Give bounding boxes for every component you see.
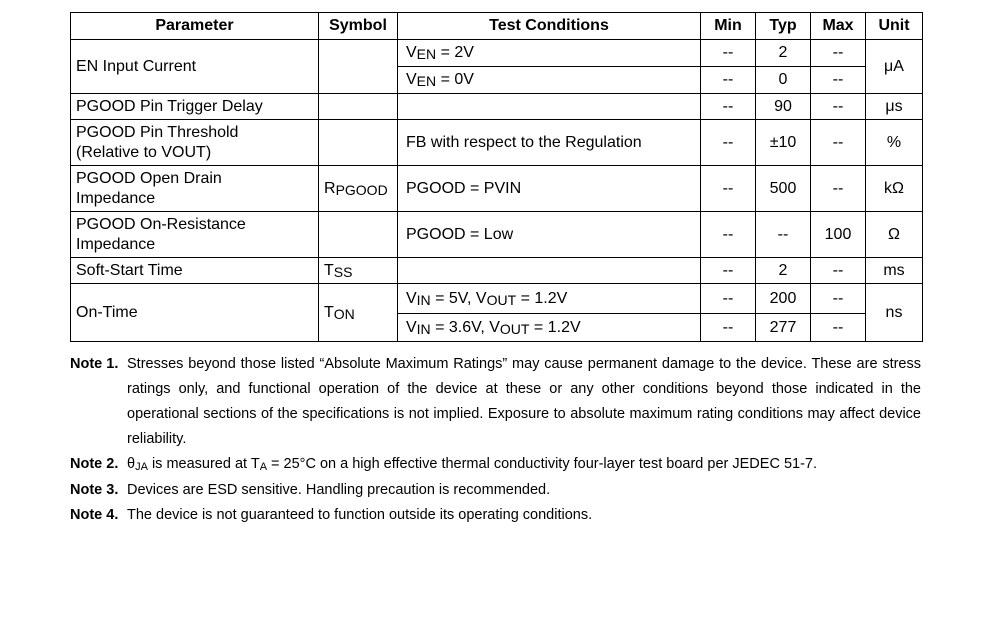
note-label: Note 1.	[70, 356, 119, 372]
condition-cell: VIN = 5V, VOUT = 1.2V	[398, 284, 701, 314]
symbol-cell: TSS	[319, 258, 398, 284]
note-3	[70, 478, 921, 503]
min-cell: --	[701, 212, 756, 258]
symbol-cell: RPGOOD	[319, 166, 398, 212]
unit-cell: ns	[866, 284, 923, 342]
typ-cell: 2	[756, 40, 811, 67]
max-cell: --	[811, 284, 866, 314]
header-conditions: Test Conditions	[398, 13, 701, 40]
header-min: Min	[701, 13, 756, 40]
param-en-input-current: EN Input Current	[71, 40, 319, 94]
min-cell: --	[701, 120, 756, 166]
symbol-cell: TON	[319, 284, 398, 342]
condition-cell: VIN = 3.6V, VOUT = 1.2V	[398, 314, 701, 342]
condition-cell: VEN = 2V	[398, 40, 701, 67]
note-text: Devices are ESD sensitive. Handling precaution is recommended.	[127, 482, 551, 498]
unit-cell: μA	[866, 40, 923, 94]
typ-cell: 277	[756, 314, 811, 342]
table-row	[71, 258, 923, 284]
note-text: θJA is measured at TA = 25°C on a high effective thermal conductivity four-layer test board per JEDEC 51-7.	[127, 456, 817, 473]
param-soft-start-time: Soft-Start Time	[71, 258, 319, 284]
note-4	[70, 503, 921, 528]
typ-cell: 200	[756, 284, 811, 314]
param-pgood-trigger-delay: PGOOD Pin Trigger Delay	[71, 94, 319, 120]
note-1	[70, 352, 921, 452]
table-row	[71, 94, 923, 120]
header-row	[71, 13, 923, 40]
min-cell: --	[701, 40, 756, 67]
unit-cell: kΩ	[866, 166, 923, 212]
condition-cell: PGOOD = PVIN	[398, 166, 701, 212]
min-cell: --	[701, 166, 756, 212]
symbol-cell	[319, 120, 398, 166]
unit-cell: Ω	[866, 212, 923, 258]
typ-cell: 500	[756, 166, 811, 212]
unit-cell: μs	[866, 94, 923, 120]
note-2	[70, 452, 921, 478]
unit-cell: %	[866, 120, 923, 166]
header-parameter: Parameter	[71, 13, 319, 40]
symbol-cell	[319, 94, 398, 120]
param-pgood-open-drain: PGOOD Open Drain Impedance	[71, 166, 319, 212]
typ-cell: --	[756, 212, 811, 258]
symbol-cell	[319, 212, 398, 258]
param-pgood-threshold: PGOOD Pin Threshold (Relative to VOUT)	[71, 120, 319, 166]
min-cell: --	[701, 94, 756, 120]
unit-cell: ms	[866, 258, 923, 284]
header-unit: Unit	[866, 13, 923, 40]
note-label: Note 3.	[70, 482, 119, 498]
table-row	[71, 120, 923, 166]
header-symbol: Symbol	[319, 13, 398, 40]
min-cell: --	[701, 314, 756, 342]
condition-cell	[398, 258, 701, 284]
param-on-time: On-Time	[71, 284, 319, 342]
typ-cell: 90	[756, 94, 811, 120]
max-cell: --	[811, 166, 866, 212]
table-row	[71, 284, 923, 314]
condition-cell: VEN = 0V	[398, 67, 701, 94]
max-cell: --	[811, 314, 866, 342]
symbol-cell	[319, 40, 398, 94]
note-label: Note 2.	[70, 456, 119, 472]
max-cell: 100	[811, 212, 866, 258]
typ-cell: 0	[756, 67, 811, 94]
table-row	[71, 212, 923, 258]
table-row	[71, 40, 923, 67]
min-cell: --	[701, 258, 756, 284]
typ-cell: 2	[756, 258, 811, 284]
max-cell: --	[811, 120, 866, 166]
max-cell: --	[811, 94, 866, 120]
max-cell: --	[811, 40, 866, 67]
table-row	[71, 166, 923, 212]
condition-cell: FB with respect to the Regulation	[398, 120, 701, 166]
notes-section	[70, 352, 921, 528]
min-cell: --	[701, 67, 756, 94]
param-pgood-on-resistance: PGOOD On-Resistance Impedance	[71, 212, 319, 258]
max-cell: --	[811, 67, 866, 94]
header-typ: Typ	[756, 13, 811, 40]
note-text: The device is not guaranteed to function outside its operating conditions.	[127, 507, 593, 523]
header-max: Max	[811, 13, 866, 40]
typ-cell: ±10	[756, 120, 811, 166]
note-label: Note 4.	[70, 507, 119, 523]
condition-cell: PGOOD = Low	[398, 212, 701, 258]
electrical-characteristics-table	[70, 12, 923, 342]
condition-cell	[398, 94, 701, 120]
max-cell: --	[811, 258, 866, 284]
note-text: Stresses beyond those listed “Absolute Maximum Ratings” may cause permanent damage to the device. These are stress ratings only, and functional operation of the device at these or any other conditions beyond those indicated in the operational sections of the specifications is not implied. Exposure to absolute maximum rating conditions may affect device reliability.	[127, 356, 921, 447]
min-cell: --	[701, 284, 756, 314]
